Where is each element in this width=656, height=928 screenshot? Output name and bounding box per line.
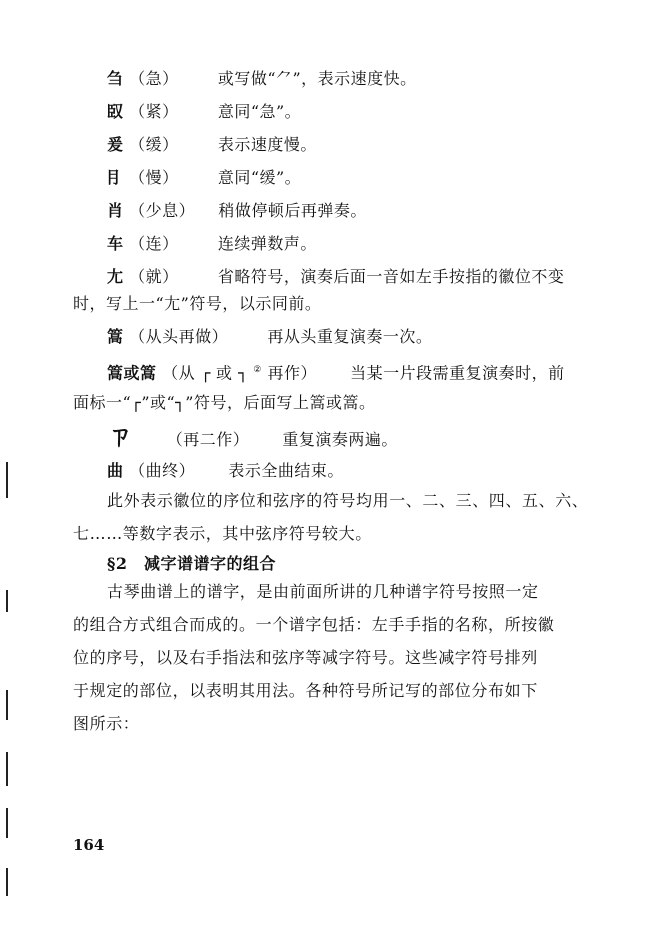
entry-lian — [107, 233, 317, 255]
summary-paragraph — [107, 484, 589, 517]
symbol: 车 — [107, 234, 124, 253]
body-paragraph-first — [107, 575, 583, 608]
entry-end — [107, 460, 344, 482]
symbol-name-post: 再作） — [267, 363, 317, 383]
scan-edge-mark — [6, 590, 8, 612]
body-line: 的组合方式组合而成的。一个谱字包括：左手手指的名称，所按徽 — [73, 615, 555, 634]
symbol-name: （急） — [129, 69, 179, 88]
close-bracket-mark: ┐ — [238, 363, 248, 383]
symbol-name: （连） — [129, 234, 179, 253]
symbol-description: 省略符号，演奏后面一音如左手按指的徽位不变 — [217, 267, 565, 286]
section-heading: §2 减字谱谱字的组合 — [107, 554, 277, 573]
symbol-name: （紧） — [129, 102, 179, 121]
scan-edge-mark — [6, 690, 8, 720]
body-line: 古琴曲谱上的谱字，是由前面所讲的几种谱字符号按照一定 — [107, 582, 539, 601]
symbol-description: 表示速度慢。 — [217, 135, 317, 154]
symbol-description: 再从头重复演奏一次。 — [267, 327, 433, 346]
scan-edge-mark — [6, 752, 8, 786]
symbol: 肖 — [107, 201, 124, 220]
entry-jiu — [107, 266, 564, 288]
symbol-description: 稍做停顿后再弹奏。 — [218, 201, 367, 220]
symbol-description: 意同“急”。 — [217, 102, 302, 121]
body-paragraph — [73, 608, 583, 740]
summary-paragraph-cont — [73, 517, 583, 550]
symbol-name-mid: 或 — [215, 363, 233, 383]
footnote-marker: ② — [253, 365, 262, 375]
entry-shaoxi — [107, 200, 367, 222]
symbol: 曲 — [107, 461, 124, 480]
symbol-name: （从头再做） — [129, 327, 229, 346]
symbol-name: （慢） — [129, 168, 179, 187]
page-number: 164 — [73, 836, 105, 854]
body-line: 图所示： — [73, 714, 140, 733]
entry-repeat-from-mark — [107, 359, 565, 384]
symbol-description: 重复演奏两遍。 — [282, 430, 398, 449]
symbol: 篙或篙 — [107, 363, 157, 383]
summary-line: 七……等数字表示，其中弦序符号较大。 — [73, 524, 372, 543]
summary-line: 此外表示徽位的序位和弦序的符号均用一、二、三、四、五、六、 — [107, 491, 589, 510]
entry-ji — [107, 68, 417, 90]
symbol: 臤 — [107, 102, 124, 121]
entry-man — [107, 167, 301, 189]
symbol: 爰 — [107, 135, 124, 154]
symbol-description: 当某一片段需重复演奏时，前 — [350, 363, 565, 383]
entry-huan — [107, 134, 317, 156]
symbol: ㄗ — [107, 422, 134, 452]
open-bracket-mark: ┌ — [200, 363, 211, 383]
scan-edge-mark — [6, 868, 8, 896]
body-line: 位的序号，以及右手指法和弦序等减字符号。这些减字符号排列 — [73, 648, 538, 667]
entry-repeat-twice — [107, 422, 398, 452]
entry-repeat-from-start — [107, 326, 432, 348]
symbol: ⺝ — [107, 168, 124, 187]
symbol: 刍 — [107, 69, 124, 88]
body-line: 于规定的部位，以表明其用法。各种符号所记写的部位分布如下 — [73, 681, 538, 700]
symbol: 篙 — [107, 327, 124, 346]
symbol-name: （再二作） — [166, 430, 250, 449]
symbol-name: （就） — [129, 267, 179, 286]
symbol-name: （少息） — [129, 201, 196, 220]
symbol-description: 意同“缓”。 — [217, 168, 302, 187]
symbol-name-pre: （从 — [162, 363, 196, 383]
entry-jin — [107, 101, 301, 123]
symbol-name: （缓） — [129, 135, 179, 154]
symbol: 尢 — [107, 267, 124, 286]
symbol-name: （曲终） — [129, 461, 196, 480]
scan-edge-mark — [6, 462, 8, 498]
scan-edge-mark — [6, 808, 8, 838]
symbol-description: 表示全曲结束。 — [228, 461, 344, 480]
entry-repeat-from-mark-continuation: 面标一“┌”或“┐”符号，后面写上篙或篙。 — [73, 393, 376, 412]
symbol-description: 或写做“⺈”，表示速度快。 — [217, 69, 417, 88]
symbol-description: 连续弹数声。 — [217, 234, 317, 253]
entry-jiu-continuation: 时，写上一“尢”符号，以示同前。 — [73, 294, 322, 313]
